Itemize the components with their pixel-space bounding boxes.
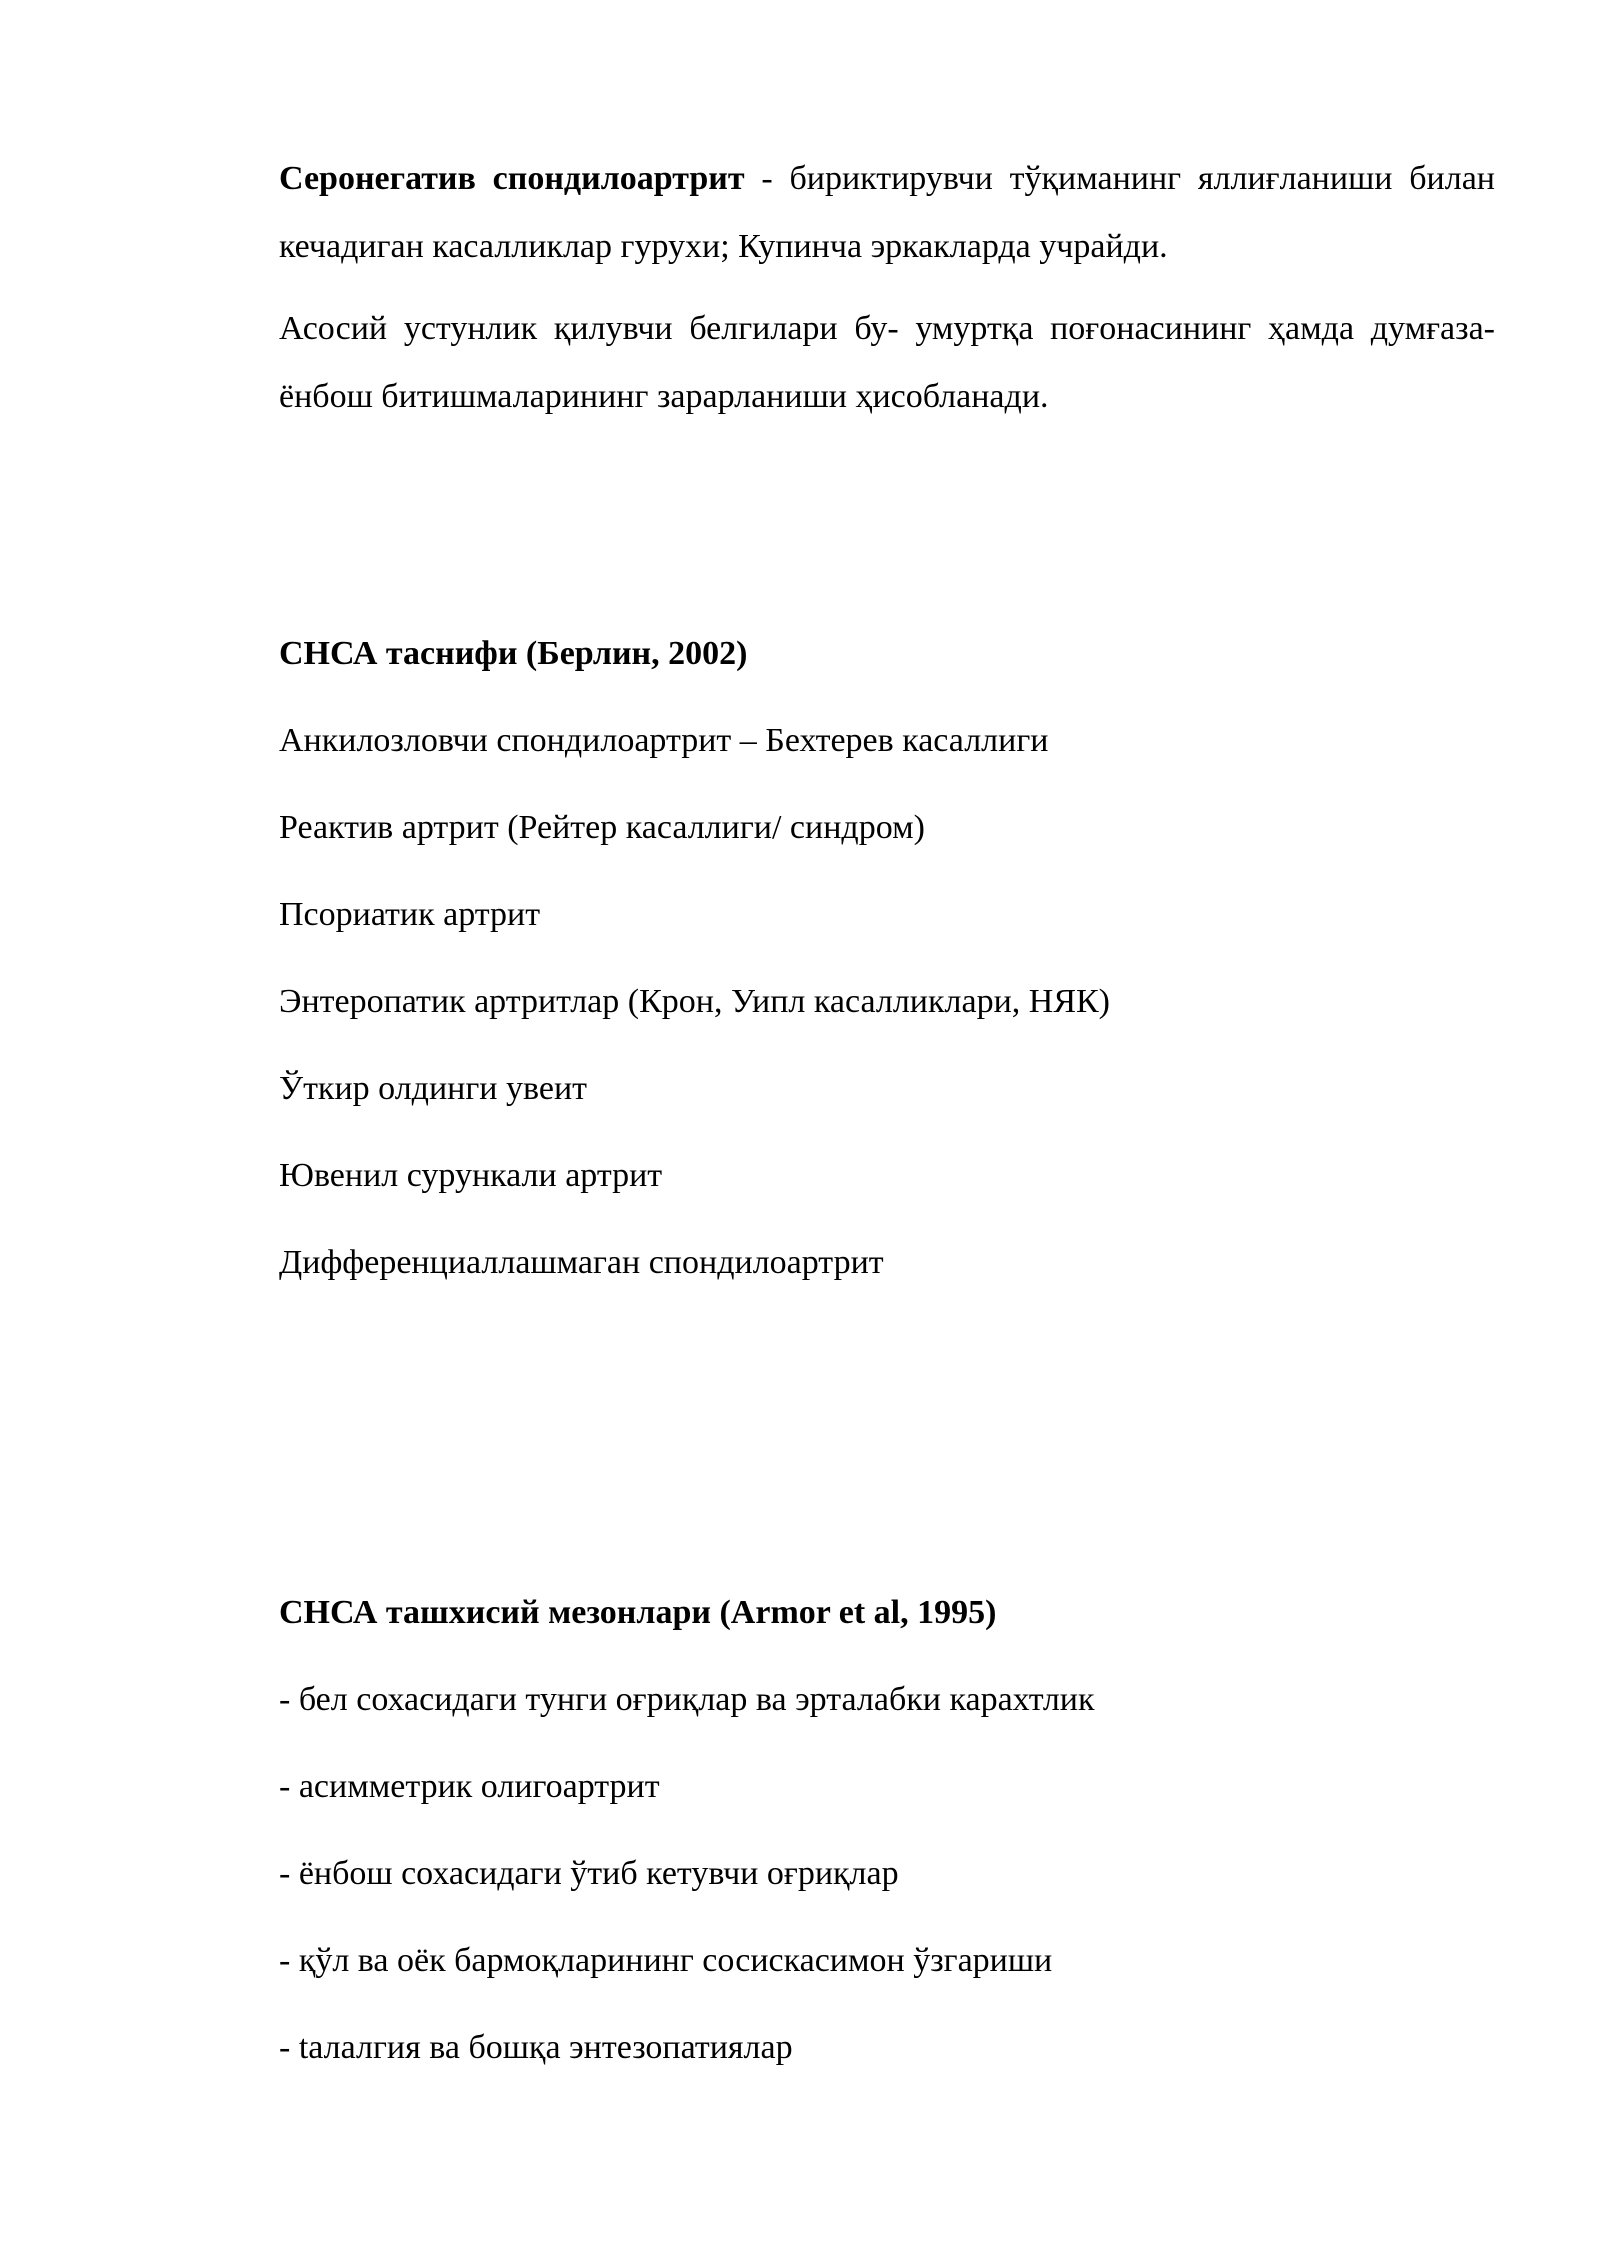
classification-item: Дифференциаллашмаган спондилоартрит bbox=[279, 1244, 884, 1281]
criteria-item: - ёнбош сохасидаги ўтиб кетувчи оғриқлар bbox=[279, 1855, 899, 1892]
criteria-item: - бел сохасидаги тунги оғриқлар ва эрталабки карахтлик bbox=[279, 1681, 1095, 1718]
intro-paragraph bbox=[279, 145, 1495, 281]
criteria-heading: СНСА ташхисий мезонлари (Armor et al, 1995) bbox=[279, 1594, 997, 1631]
main-signs-paragraph: Асосий устунлик қилувчи белгилари бу- умуртқа поғонасининг ҳамда думғаза-ёнбош битишмаларининг зарарланиши ҳисобланади. bbox=[279, 310, 1495, 415]
classification-heading: СНСА таснифи (Берлин, 2002) bbox=[279, 635, 748, 672]
classification-item: Энтеропатик артритлар (Крон, Уипл касалликлари, НЯК) bbox=[279, 983, 1111, 1020]
classification-item: Ювенил сурункали артрит bbox=[279, 1157, 663, 1194]
criteria-item: - қўл ва оёк бармоқларининг сосискасимон ўзгариши bbox=[279, 1942, 1053, 1979]
intro-term: Серонегатив спондилоартрит bbox=[279, 160, 745, 197]
classification-item: Реактив артрит (Рейтер касаллиги/ синдром) bbox=[279, 809, 925, 846]
criteria-item: - tалалгия ва бошқа энтезопатиялар bbox=[279, 2029, 793, 2066]
classification-item: Ўткир олдинги увеит bbox=[279, 1070, 587, 1107]
criteria-item: - асимметрик олигоартрит bbox=[279, 1768, 660, 1805]
intro-definition: - бириктирувчи тўқиманинг яллиғланиши билан кечадиган касалликлар гурухи; Купинча эркакларда учрайди. bbox=[279, 160, 1495, 265]
classification-item: Псориатик артрит bbox=[279, 896, 541, 933]
classification-item: Анкилозловчи спондилоартрит – Бехтерев касаллиги bbox=[279, 722, 1049, 759]
